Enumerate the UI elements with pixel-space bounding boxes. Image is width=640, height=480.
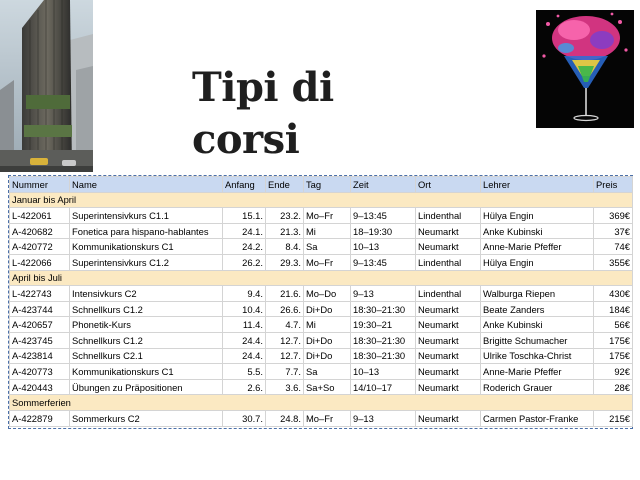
table-row [10, 208, 633, 224]
table-row [10, 286, 633, 302]
table-cell: Neumarkt [416, 332, 481, 348]
column-header: Zeit [351, 177, 416, 193]
table-cell: 175€ [594, 332, 633, 348]
table-cell: 9–13:45 [351, 254, 416, 270]
table-cell: Sa [304, 239, 351, 255]
table-cell: Beate Zanders [481, 301, 594, 317]
section-row [10, 270, 633, 286]
table-cell: L-422061 [10, 208, 70, 224]
table-cell: Neumarkt [416, 301, 481, 317]
table-cell: 24.2. [223, 239, 266, 255]
column-header: Ort [416, 177, 481, 193]
table-header-row [10, 177, 633, 193]
column-header: Anfang [223, 177, 266, 193]
table-cell: Kommunikationskurs C1 [70, 239, 223, 255]
table-cell: 18:30–21:30 [351, 301, 416, 317]
table-cell: Ulrike Toschka-Christ [481, 348, 594, 364]
table-cell: 56€ [594, 317, 633, 333]
column-header: Lehrer [481, 177, 594, 193]
table-cell: Lindenthal [416, 286, 481, 302]
table-cell: 3.6. [266, 379, 304, 395]
table-cell: 18–19:30 [351, 223, 416, 239]
table-cell: 24.4. [223, 332, 266, 348]
column-header: Preis [594, 177, 633, 193]
table-cell: 11.4. [223, 317, 266, 333]
table-cell: Brigitte Schumacher [481, 332, 594, 348]
table-row [10, 223, 633, 239]
table-cell: Mi [304, 317, 351, 333]
table-row [10, 410, 633, 426]
table-cell: 37€ [594, 223, 633, 239]
table-cell: A-423745 [10, 332, 70, 348]
table-cell: 29.3. [266, 254, 304, 270]
table-cell: Neumarkt [416, 223, 481, 239]
table-cell: 26.6. [266, 301, 304, 317]
table-cell: Schnellkurs C1.2 [70, 301, 223, 317]
table-cell: 21.3. [266, 223, 304, 239]
table-cell: 9–13 [351, 286, 416, 302]
table-cell: 19:30–21 [351, 317, 416, 333]
table-cell: 10–13 [351, 364, 416, 380]
table-cell: 355€ [594, 254, 633, 270]
table-cell: 92€ [594, 364, 633, 380]
table-row [10, 317, 633, 333]
table-cell: Phonetik-Kurs [70, 317, 223, 333]
course-table [9, 176, 633, 427]
table-cell: Neumarkt [416, 410, 481, 426]
table-cell: 15.1. [223, 208, 266, 224]
table-cell: Mo–Fr [304, 410, 351, 426]
column-header: Ende [266, 177, 304, 193]
table-cell: Sa [304, 364, 351, 380]
table-cell: 26.2. [223, 254, 266, 270]
table-body [10, 192, 633, 426]
table-cell: A-420657 [10, 317, 70, 333]
table-cell: Superintensivkurs C1.2 [70, 254, 223, 270]
section-row [10, 395, 633, 411]
table-cell: Di+Do [304, 301, 351, 317]
table-cell: Anne-Marie Pfeffer [481, 239, 594, 255]
table-row [10, 379, 633, 395]
table-cell: Roderich Grauer [481, 379, 594, 395]
table-cell: 18:30–21:30 [351, 348, 416, 364]
column-header: Tag [304, 177, 351, 193]
table-cell: Lindenthal [416, 208, 481, 224]
column-header: Nummer [10, 177, 70, 193]
table-cell: 24.8. [266, 410, 304, 426]
table-cell: 21.6. [266, 286, 304, 302]
table-cell: Neumarkt [416, 364, 481, 380]
table-cell: Walburga Riepen [481, 286, 594, 302]
table-cell: A-420443 [10, 379, 70, 395]
table-cell: 28€ [594, 379, 633, 395]
table-cell: Sa+So [304, 379, 351, 395]
table-cell: A-423814 [10, 348, 70, 364]
table-cell: 9–13:45 [351, 208, 416, 224]
table-cell: 12.7. [266, 332, 304, 348]
cocktail-glass-splash-photo [536, 10, 634, 128]
table-cell: 9.4. [223, 286, 266, 302]
table-cell: Mo–Fr [304, 208, 351, 224]
table-cell: Di+Do [304, 348, 351, 364]
section-title: April bis Juli [10, 270, 633, 286]
table-cell: Mi [304, 223, 351, 239]
table-cell: 4.7. [266, 317, 304, 333]
table-cell: Neumarkt [416, 239, 481, 255]
table-cell: Schnellkurs C1.2 [70, 332, 223, 348]
table-cell: Carmen Pastor-Franke [481, 410, 594, 426]
table-cell: 215€ [594, 410, 633, 426]
table-cell: 30.7. [223, 410, 266, 426]
table-cell: Lindenthal [416, 254, 481, 270]
table-row [10, 332, 633, 348]
table-cell: L-422066 [10, 254, 70, 270]
table-cell: 18:30–21:30 [351, 332, 416, 348]
table-cell: 8.4. [266, 239, 304, 255]
table-cell: 430€ [594, 286, 633, 302]
table-cell: 175€ [594, 348, 633, 364]
table-cell: Neumarkt [416, 317, 481, 333]
table-cell: Superintensivkurs C1.1 [70, 208, 223, 224]
table-cell: 184€ [594, 301, 633, 317]
table-cell: Anke Kubinski [481, 223, 594, 239]
table-cell: Sommerkurs C2 [70, 410, 223, 426]
table-cell: A-422879 [10, 410, 70, 426]
section-title: Sommerferien [10, 395, 633, 411]
table-cell: A-420773 [10, 364, 70, 380]
table-cell: Mo–Do [304, 286, 351, 302]
column-header: Name [70, 177, 223, 193]
table-cell: Mo–Fr [304, 254, 351, 270]
table-cell: Anke Kubinski [481, 317, 594, 333]
table-row [10, 254, 633, 270]
section-row [10, 192, 633, 208]
table-cell: Intensivkurs C2 [70, 286, 223, 302]
section-title: Januar bis April [10, 192, 633, 208]
table-cell: Neumarkt [416, 379, 481, 395]
table-cell: 12.7. [266, 348, 304, 364]
table-cell: A-420682 [10, 223, 70, 239]
table-cell: 10.4. [223, 301, 266, 317]
table-cell: L-422743 [10, 286, 70, 302]
table-cell: 74€ [594, 239, 633, 255]
table-cell: 7.7. [266, 364, 304, 380]
course-table-container [8, 175, 633, 429]
table-cell: A-423744 [10, 301, 70, 317]
table-cell: Fonetica para hispano-hablantes [70, 223, 223, 239]
table-cell: 10–13 [351, 239, 416, 255]
table-cell: Kommunikationskurs C1 [70, 364, 223, 380]
table-cell: 369€ [594, 208, 633, 224]
table-cell: Hülya Engin [481, 254, 594, 270]
slide-title: Tipi di corsi [192, 64, 334, 163]
table-cell: 14/10–17 [351, 379, 416, 395]
table-cell: A-420772 [10, 239, 70, 255]
table-cell: Hülya Engin [481, 208, 594, 224]
table-row [10, 301, 633, 317]
skyscraper-photo [0, 0, 93, 172]
table-row [10, 364, 633, 380]
table-cell: Di+Do [304, 332, 351, 348]
table-cell: 5.5. [223, 364, 266, 380]
table-row [10, 348, 633, 364]
table-cell: 24.1. [223, 223, 266, 239]
table-cell: Übungen zu Präpositionen [70, 379, 223, 395]
table-row [10, 239, 633, 255]
table-cell: 9–13 [351, 410, 416, 426]
table-cell: 2.6. [223, 379, 266, 395]
table-cell: Schnellkurs C2.1 [70, 348, 223, 364]
table-cell: 23.2. [266, 208, 304, 224]
table-cell: Neumarkt [416, 348, 481, 364]
table-cell: Anne-Marie Pfeffer [481, 364, 594, 380]
table-cell: 24.4. [223, 348, 266, 364]
